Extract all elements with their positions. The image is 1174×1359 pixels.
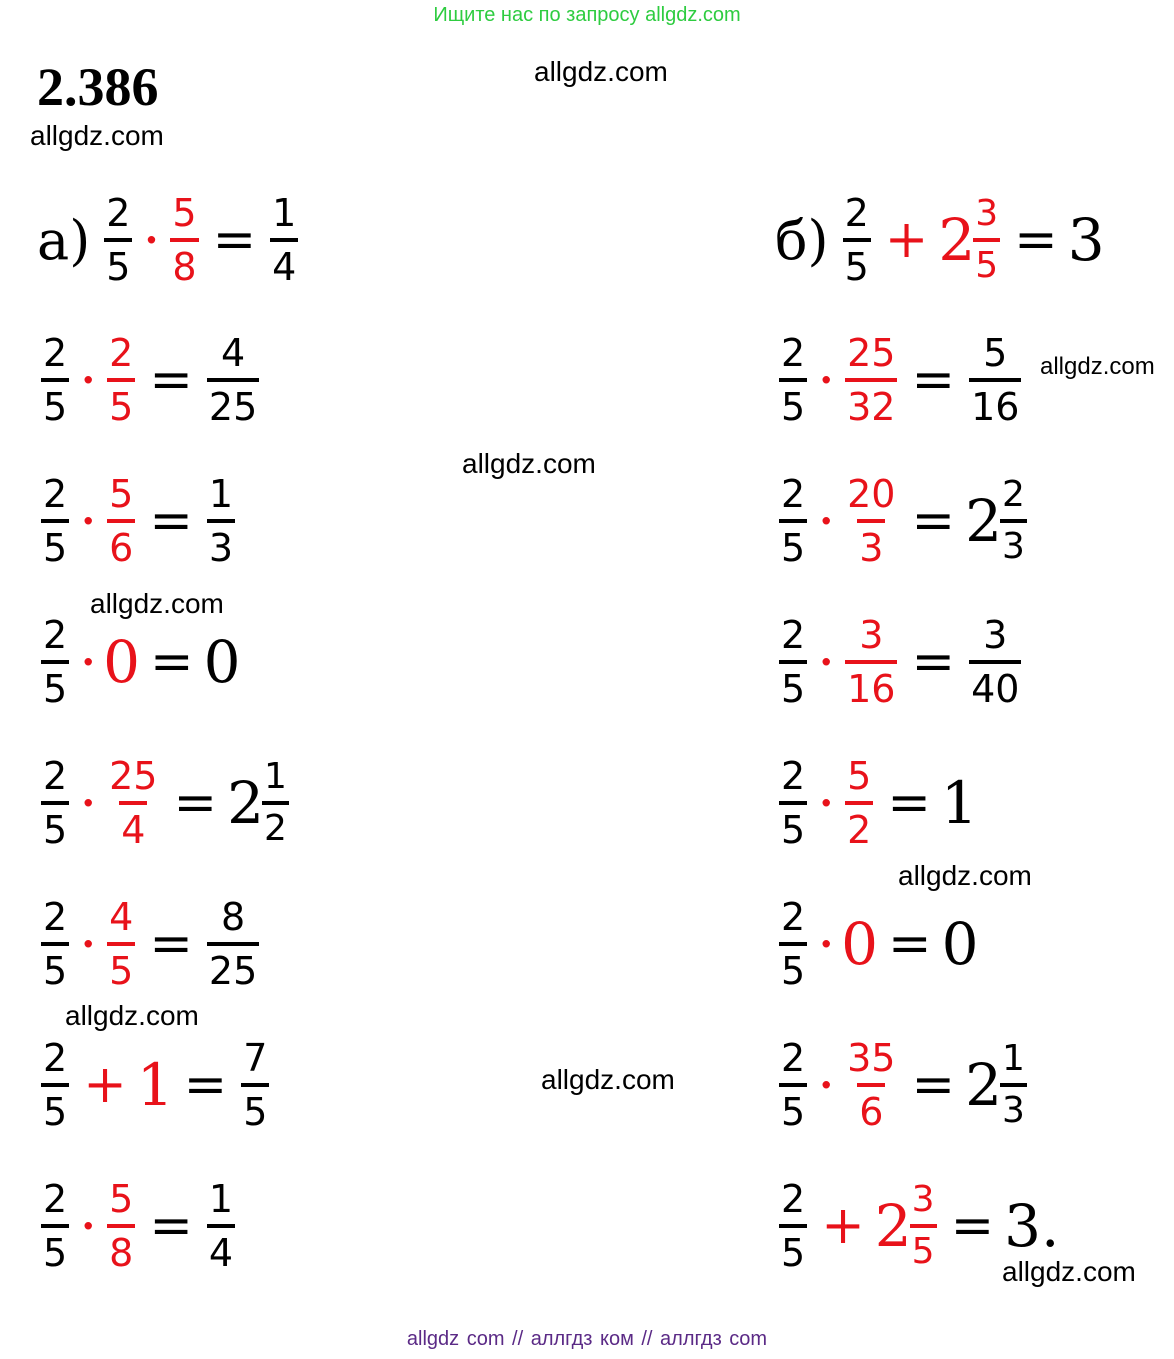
result-mixed-number-fraction-denominator: 2 — [262, 801, 289, 847]
missing-mixed-number — [874, 1179, 941, 1272]
result-fraction-numerator: 7 — [243, 1036, 268, 1080]
fraction-two-fifths-denominator: 5 — [41, 942, 69, 990]
missing-fraction — [845, 613, 897, 711]
equals-sign: = — [149, 1196, 193, 1256]
missing-fraction — [170, 191, 198, 289]
result-number: 1 — [940, 769, 978, 837]
missing-fraction-numerator: 20 — [847, 472, 896, 516]
fraction-two-fifths — [779, 1036, 807, 1134]
result-mixed-number-fraction — [262, 756, 289, 849]
part-label: а) — [37, 208, 91, 272]
watermark: allgdz.com — [541, 1064, 675, 1095]
plus-sign: + — [83, 1055, 127, 1115]
result-fraction-numerator: 1 — [208, 472, 234, 516]
equals-sign: = — [173, 773, 218, 833]
part-b-header-equation — [775, 180, 1105, 300]
equals-sign: = — [911, 491, 956, 551]
fraction-two-fifths-denominator: 5 — [779, 1083, 807, 1131]
multiply-sign: · — [81, 497, 96, 545]
missing-fraction-numerator: 5 — [172, 191, 197, 235]
plus-sign: + — [821, 1196, 865, 1256]
missing-fraction-numerator: 2 — [109, 331, 134, 375]
result-number: 0 — [203, 628, 241, 696]
missing-fraction-numerator: 5 — [109, 1177, 134, 1221]
search-banner: Ищите нас по запросу allgdz.com — [433, 4, 741, 26]
result-mixed-number-fraction — [1000, 474, 1027, 567]
multiply-sign: · — [81, 1202, 96, 1250]
equation-row — [37, 743, 293, 863]
footer-links: allgdz com // аллгдз ком // аллгдз com — [406, 1328, 768, 1350]
equation-row — [775, 743, 978, 863]
equation-row — [775, 320, 1025, 440]
fraction-two-fifths — [41, 895, 69, 993]
multiply-sign: · — [81, 638, 96, 686]
missing-fraction — [107, 472, 135, 570]
equals-sign: = — [150, 632, 194, 692]
fraction-two-fifths-denominator: 5 — [41, 660, 69, 708]
equation-row — [37, 884, 263, 1004]
equals-sign: = — [911, 1055, 956, 1115]
result-mixed-number — [965, 1038, 1031, 1131]
missing-fraction-numerator: 3 — [859, 613, 884, 657]
fraction-two-fifths-numerator: 2 — [781, 754, 806, 798]
missing-mixed-number-fraction-denominator: 5 — [910, 1224, 937, 1270]
missing-fraction-denominator: 5 — [107, 378, 135, 426]
fraction-two-fifths — [41, 754, 69, 852]
equals-sign: = — [212, 210, 257, 270]
equation-row — [37, 1025, 273, 1145]
fraction-two-fifths-denominator: 5 — [104, 238, 132, 286]
result-fraction-denominator: 4 — [270, 238, 298, 286]
fraction-two-fifths-numerator: 2 — [43, 331, 68, 375]
result-fraction — [207, 895, 259, 993]
equation-row — [775, 602, 1025, 722]
multiply-sign: · — [819, 1061, 834, 1109]
fraction-two-fifths-numerator: 2 — [844, 191, 869, 235]
missing-fraction — [845, 754, 873, 852]
part-a-header-equation — [37, 180, 302, 300]
missing-mixed-number-fraction — [910, 1179, 937, 1272]
result-fraction-numerator: 1 — [208, 1177, 234, 1221]
result-fraction-numerator: 5 — [983, 331, 1008, 375]
missing-fraction-numerator: 5 — [109, 472, 134, 516]
multiply-sign: · — [144, 216, 159, 264]
watermark: allgdz.com — [65, 1000, 199, 1031]
result-number: 3 — [1067, 206, 1105, 274]
result-number: 0 — [941, 910, 979, 978]
missing-fraction-denominator: 32 — [845, 378, 897, 426]
missing-fraction-denominator: 6 — [107, 519, 135, 567]
result-mixed-number-fraction-denominator: 3 — [1000, 1083, 1027, 1129]
fraction-two-fifths — [779, 754, 807, 852]
equals-sign: = — [911, 350, 956, 410]
missing-fraction — [107, 1177, 135, 1275]
fraction-two-fifths-numerator: 2 — [781, 895, 806, 939]
equals-sign: = — [950, 1196, 995, 1256]
multiply-sign: · — [81, 356, 96, 404]
result-fraction — [207, 472, 235, 570]
fraction-two-fifths — [843, 191, 871, 289]
multiply-sign: · — [819, 638, 834, 686]
result-fraction — [969, 613, 1021, 711]
result-mixed-number-fraction-numerator: 1 — [263, 756, 287, 797]
result-fraction — [207, 1177, 235, 1275]
equals-sign: = — [1014, 210, 1058, 270]
equation-row — [37, 1166, 239, 1286]
fraction-two-fifths-denominator: 5 — [779, 519, 807, 567]
equals-sign: = — [149, 350, 193, 410]
equation-row — [775, 1166, 1060, 1286]
missing-fraction-denominator: 5 — [107, 942, 135, 990]
fraction-two-fifths-numerator: 2 — [43, 1036, 68, 1080]
fraction-two-fifths-denominator: 5 — [843, 238, 871, 286]
equals-sign: = — [911, 632, 956, 692]
result-mixed-number-fraction-numerator: 2 — [1001, 474, 1025, 515]
missing-fraction — [845, 331, 897, 429]
equation-row — [37, 602, 241, 722]
result-fraction — [969, 331, 1021, 429]
missing-mixed-number — [938, 193, 1004, 286]
fraction-two-fifths-numerator: 2 — [781, 331, 806, 375]
result-fraction — [207, 331, 259, 429]
equals-sign: = — [183, 1055, 228, 1115]
fraction-two-fifths-denominator: 5 — [41, 378, 69, 426]
fraction-two-fifths-denominator: 5 — [779, 1224, 807, 1272]
result-fraction-denominator: 5 — [241, 1083, 269, 1131]
missing-fraction-denominator: 6 — [857, 1083, 885, 1131]
fraction-two-fifths-numerator: 2 — [43, 754, 68, 798]
fraction-two-fifths-denominator: 5 — [41, 1224, 69, 1272]
plus-sign: + — [884, 210, 929, 270]
missing-fraction-denominator: 2 — [845, 801, 873, 849]
task-number: 2.386 — [37, 57, 159, 117]
missing-mixed-number-whole: 2 — [938, 206, 976, 274]
fraction-two-fifths — [779, 472, 807, 570]
missing-number: 1 — [136, 1051, 174, 1119]
result-mixed-number-whole: 2 — [227, 769, 264, 837]
fraction-two-fifths — [41, 1036, 69, 1134]
watermark: allgdz.com — [462, 448, 596, 479]
result-mixed-number-fraction-numerator: 1 — [1001, 1038, 1025, 1079]
fraction-two-fifths-numerator: 2 — [106, 191, 131, 235]
result-number: 3. — [1004, 1192, 1060, 1260]
equation-row — [37, 320, 263, 440]
fraction-two-fifths-denominator: 5 — [779, 801, 807, 849]
missing-fraction-denominator: 16 — [845, 660, 897, 708]
fraction-two-fifths — [779, 331, 807, 429]
multiply-sign: · — [819, 920, 834, 968]
equation-row — [775, 1025, 1031, 1145]
fraction-two-fifths — [779, 613, 807, 711]
result-fraction-numerator: 8 — [220, 895, 246, 939]
equation-row — [775, 884, 979, 1004]
fraction-two-fifths — [41, 472, 69, 570]
fraction-two-fifths — [41, 1177, 69, 1275]
fraction-two-fifths-numerator: 2 — [781, 1036, 806, 1080]
missing-number: 0 — [103, 628, 141, 696]
missing-fraction-denominator: 4 — [119, 801, 147, 849]
missing-fraction-numerator: 25 — [847, 331, 896, 375]
missing-fraction — [107, 331, 135, 429]
result-fraction-numerator: 1 — [272, 191, 297, 235]
missing-fraction-numerator: 35 — [847, 1036, 896, 1080]
fraction-two-fifths-denominator: 5 — [779, 942, 807, 990]
result-mixed-number-fraction — [1000, 1038, 1027, 1131]
equals-sign: = — [149, 491, 193, 551]
result-fraction — [270, 191, 298, 289]
fraction-two-fifths-numerator: 2 — [43, 613, 68, 657]
result-fraction-denominator: 4 — [207, 1224, 235, 1272]
result-mixed-number-whole: 2 — [965, 1051, 1002, 1119]
watermark: allgdz.com — [534, 56, 668, 87]
equation-row — [775, 461, 1031, 581]
fraction-two-fifths-numerator: 2 — [781, 1177, 806, 1221]
missing-mixed-number-whole: 2 — [874, 1192, 912, 1260]
result-fraction-denominator: 25 — [207, 942, 259, 990]
missing-fraction-denominator: 8 — [170, 238, 198, 286]
fraction-two-fifths-denominator: 5 — [779, 378, 807, 426]
missing-fraction — [845, 1036, 897, 1134]
equation-row — [37, 461, 239, 581]
multiply-sign: · — [81, 779, 96, 827]
fraction-two-fifths-denominator: 5 — [41, 519, 69, 567]
fraction-two-fifths-numerator: 2 — [781, 613, 806, 657]
result-fraction-denominator: 3 — [207, 519, 235, 567]
watermark: allgdz.com — [898, 860, 1032, 891]
missing-mixed-number-fraction-denominator: 5 — [973, 238, 1000, 284]
missing-fraction — [107, 754, 159, 852]
watermark: allgdz.com — [90, 588, 224, 619]
part-label: б) — [775, 208, 829, 272]
missing-fraction-numerator: 25 — [109, 754, 158, 798]
missing-fraction — [107, 895, 135, 993]
multiply-sign: · — [819, 356, 834, 404]
missing-mixed-number-fraction-numerator: 3 — [911, 1179, 935, 1220]
result-fraction-numerator: 3 — [983, 613, 1008, 657]
multiply-sign: · — [81, 920, 96, 968]
multiply-sign: · — [819, 779, 834, 827]
result-mixed-number-fraction-denominator: 3 — [1000, 519, 1027, 565]
equals-sign: = — [888, 914, 932, 974]
fraction-two-fifths — [779, 895, 807, 993]
fraction-two-fifths-denominator: 5 — [41, 1083, 69, 1131]
missing-fraction — [845, 472, 897, 570]
fraction-two-fifths-numerator: 2 — [43, 1177, 68, 1221]
missing-mixed-number-fraction-numerator: 3 — [975, 193, 999, 234]
watermark: allgdz.com — [30, 120, 164, 151]
missing-fraction-numerator: 4 — [109, 895, 134, 939]
missing-mixed-number-fraction — [973, 193, 1000, 286]
multiply-sign: · — [819, 497, 834, 545]
result-fraction-numerator: 4 — [220, 331, 246, 375]
watermark: allgdz.com — [1002, 1256, 1136, 1287]
equals-sign: = — [887, 773, 931, 833]
missing-number: 0 — [841, 910, 879, 978]
result-fraction — [241, 1036, 269, 1134]
result-fraction-denominator: 25 — [207, 378, 259, 426]
equals-sign: = — [149, 914, 193, 974]
fraction-two-fifths — [104, 191, 132, 289]
fraction-two-fifths-denominator: 5 — [41, 801, 69, 849]
result-mixed-number-whole: 2 — [965, 487, 1002, 555]
missing-fraction-denominator: 8 — [107, 1224, 135, 1272]
fraction-two-fifths-numerator: 2 — [43, 472, 68, 516]
result-fraction-denominator: 40 — [969, 660, 1021, 708]
missing-fraction-denominator: 3 — [857, 519, 885, 567]
result-mixed-number — [227, 756, 293, 849]
fraction-two-fifths-denominator: 5 — [779, 660, 807, 708]
result-mixed-number — [965, 474, 1031, 567]
watermark: allgdz.com — [1040, 353, 1155, 380]
fraction-two-fifths-numerator: 2 — [781, 472, 806, 516]
fraction-two-fifths-numerator: 2 — [43, 895, 68, 939]
result-fraction-denominator: 16 — [969, 378, 1021, 426]
missing-fraction-numerator: 5 — [847, 754, 872, 798]
fraction-two-fifths — [41, 331, 69, 429]
fraction-two-fifths — [41, 613, 69, 711]
fraction-two-fifths — [779, 1177, 807, 1275]
